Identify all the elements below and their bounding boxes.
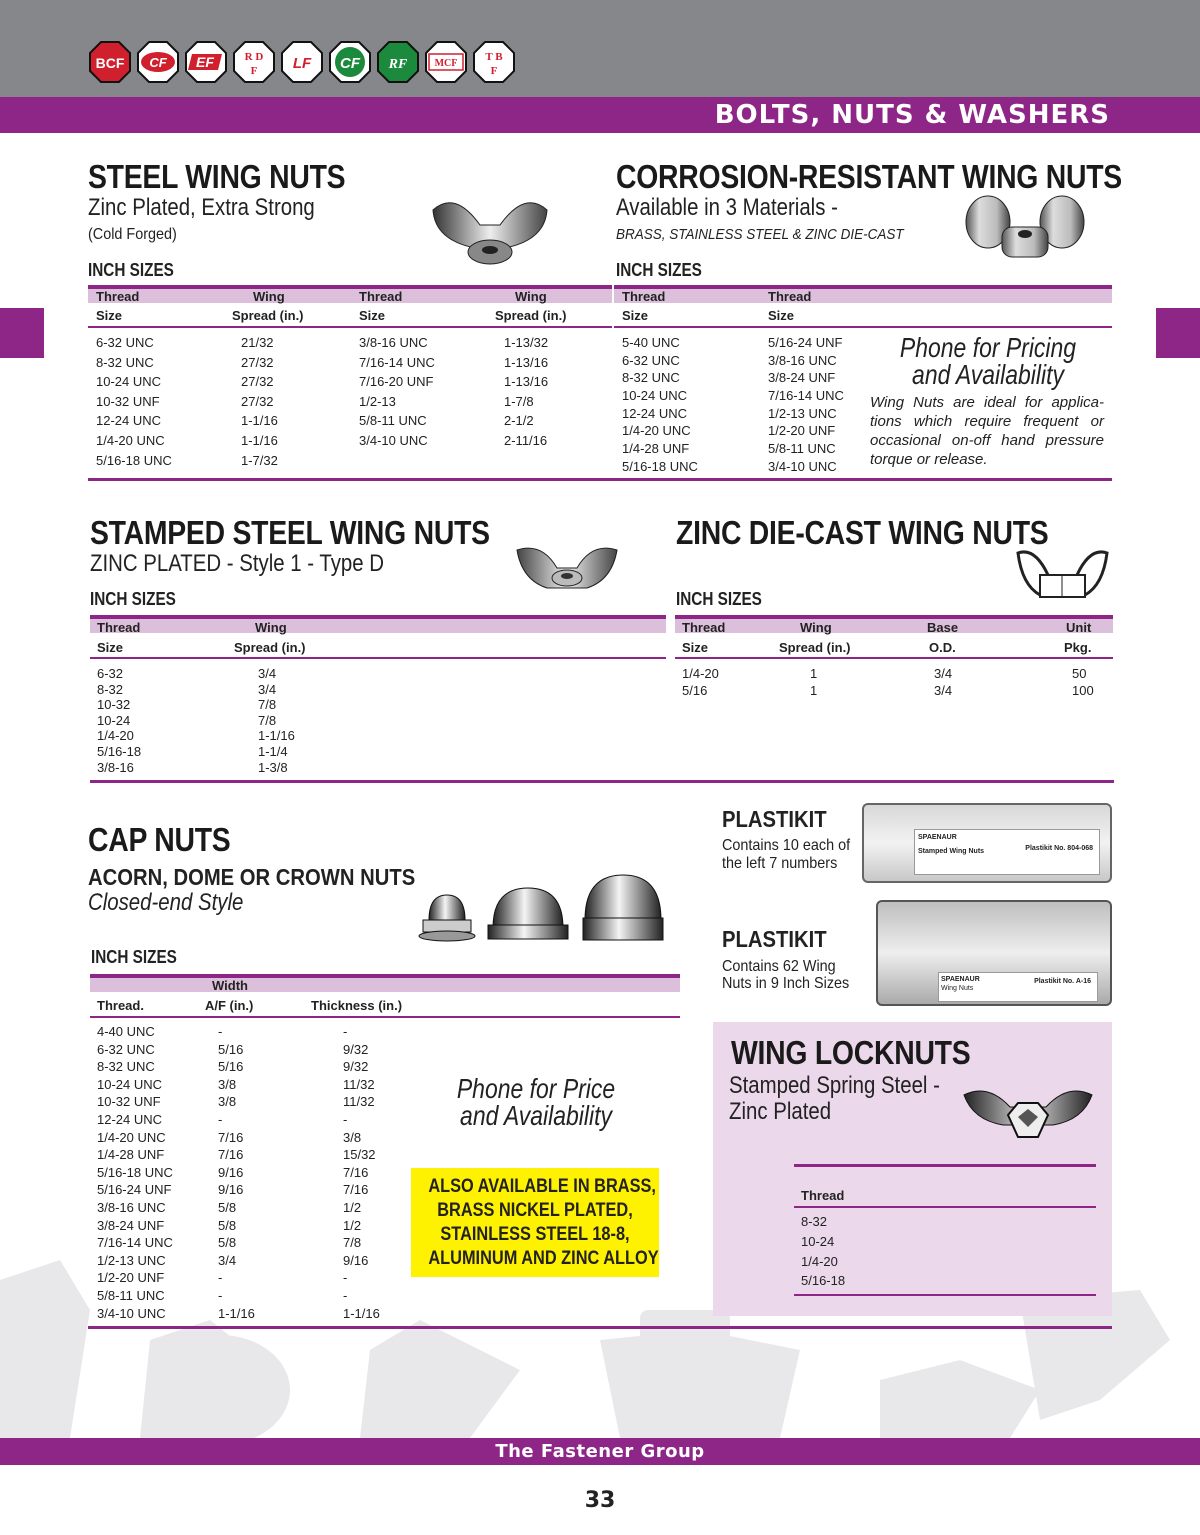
table-cell: 10-32 UNF <box>96 393 160 409</box>
table-cell: 12-24 UNC <box>97 1111 163 1127</box>
table-cell: 7/16 <box>218 1129 244 1145</box>
table-cell: 1-7/8 <box>504 393 534 409</box>
section-divider-2 <box>90 780 1114 783</box>
also-available-line: STAINLESS STEEL 18-8, <box>440 1224 630 1245</box>
table-cell: 27/32 <box>241 354 274 370</box>
table-cell: 5/16 <box>218 1059 244 1075</box>
table-cell: 3/4 <box>934 683 953 698</box>
locknut-table-header <box>794 1164 1096 1186</box>
wing-locknuts-line2: Zinc Plated <box>729 1098 832 1125</box>
table-cell: 6-32 UNC <box>96 335 154 350</box>
table-cell: 5/16 <box>218 1041 244 1057</box>
stamped-inch-sizes-label: INCH SIZES <box>90 589 176 609</box>
table-cell: 2-11/16 <box>504 432 548 448</box>
box-brand: SPAENAUR <box>941 976 980 983</box>
table-cell: 1/4-20 <box>97 728 134 744</box>
corrosion-col2 <box>768 335 844 477</box>
table-cell: 3/4-10 UNC <box>97 1305 166 1321</box>
table-cell: 3/8 <box>218 1076 237 1092</box>
table-cell: 7/8 <box>343 1235 362 1251</box>
also-available-line: ALSO AVAILABLE IN BRASS, <box>428 1176 656 1197</box>
table-cell: 7/16-14 UNC <box>768 388 844 404</box>
cap-nuts-title: CAP NUTS <box>88 821 231 858</box>
zinc-th-unit: Unit <box>1066 620 1092 635</box>
stamped-wing-nut-image-icon <box>512 540 622 600</box>
table-cell: 1/2 <box>343 1217 362 1233</box>
zinc-inch-sizes-label: INCH SIZES <box>676 589 762 609</box>
box-kit-number: Plastikit No. 804-068 <box>1025 845 1093 852</box>
table-cell: 5/16-18 UNC <box>622 458 698 474</box>
table-cell: 7/16-14 UNC <box>97 1235 173 1251</box>
cap-phone-block <box>420 1075 652 1129</box>
lf-logo-icon <box>280 40 324 84</box>
table-cell: 12-24 UNC <box>96 413 162 429</box>
mcf-logo-icon <box>424 40 468 84</box>
steel-col2-spread <box>504 335 548 453</box>
table-cell: 3/4 <box>258 681 277 697</box>
table-cell: 12-24 UNC <box>622 405 688 421</box>
stamped-subtitle: ZINC PLATED - Style 1 - Type D <box>90 550 384 577</box>
cap-th-thickness: Thickness (in.) <box>311 998 403 1013</box>
table-cell: 1-1/16 <box>241 432 278 448</box>
table-cell: 1/4-20 UNC <box>96 432 165 448</box>
plastikit2-line2: Nuts in 9 Inch Sizes <box>722 975 850 992</box>
table-cell: 3/8-16 UNC <box>768 352 837 368</box>
corrosion-inch-sizes-label: INCH SIZES <box>616 260 702 280</box>
stamped-header-divider <box>90 657 666 659</box>
cap-col-thickness <box>343 1024 380 1323</box>
cap-th-af: A/F (in.) <box>205 998 254 1013</box>
table-cell: 3/4-10 UNC <box>359 432 428 448</box>
table-cell: 9/16 <box>218 1182 244 1198</box>
table-cell: - <box>218 1111 223 1127</box>
zinc-th-thread: Thread <box>682 620 726 635</box>
box-product: Stamped Wing Nuts <box>918 848 985 855</box>
table-cell: 7/8 <box>258 712 277 728</box>
table-cell: 3/8-16 UNC <box>359 335 428 350</box>
table-cell: 100 <box>1072 683 1094 698</box>
table-cell: 7/16 <box>343 1182 369 1198</box>
stamped-col-thread <box>97 666 141 775</box>
steel-wing-nuts-title: STEEL WING NUTS <box>88 158 346 195</box>
svg-text:MCF: MCF <box>434 58 458 69</box>
table-cell: 7/16 <box>218 1147 244 1163</box>
steel-th-thread-2: Thread <box>359 289 403 304</box>
section-divider-1 <box>88 478 1112 481</box>
table-cell: - <box>218 1287 223 1303</box>
table-cell: 27/32 <box>241 393 274 409</box>
table-cell: 3/8 <box>343 1129 362 1145</box>
zinc-th-size: Size <box>682 640 709 655</box>
cap-th-width: Width <box>212 978 248 993</box>
plastikit2-box-image <box>876 900 1112 1006</box>
svg-text:F: F <box>490 65 498 77</box>
table-cell: 3/4 <box>258 666 277 681</box>
table-cell: 5/8 <box>218 1217 237 1233</box>
table-cell: 3/4 <box>934 666 953 681</box>
table-cell: 1/2-13 UNC <box>768 405 837 421</box>
table-cell: 6-32 UNC <box>97 1041 155 1057</box>
table-cell: 8-32 UNC <box>96 354 154 370</box>
section-divider-3 <box>88 1326 1112 1329</box>
cap-header-divider <box>90 1016 680 1018</box>
table-cell: 7/16-14 UNC <box>359 354 435 370</box>
table-cell: 7/8 <box>258 697 277 713</box>
table-cell: 1/2-13 UNC <box>97 1252 166 1268</box>
steel-col2-thread <box>359 335 435 453</box>
plastikit2-line1: Contains 62 Wing <box>722 958 836 975</box>
stamped-th-wing: Wing <box>255 620 287 635</box>
svg-text:RF: RF <box>388 57 408 72</box>
svg-text:F: F <box>250 65 258 77</box>
table-cell: 5/16-24 UNF <box>768 335 843 350</box>
page-number: 33 <box>584 1488 616 1513</box>
phone-price-line2: and Availability <box>460 1100 612 1131</box>
zinc-th-od: O.D. <box>929 640 956 655</box>
table-cell: - <box>343 1287 348 1303</box>
table-cell: 10-32 UNF <box>97 1094 161 1110</box>
zinc-th-spread: Spread (in.) <box>779 640 851 655</box>
svg-text:LF: LF <box>292 55 312 72</box>
rf-logo-icon <box>376 40 420 84</box>
table-cell: 6-32 <box>97 666 124 681</box>
zinc-th-base: Base <box>927 620 959 635</box>
table-cell: - <box>343 1270 348 1286</box>
table-cell: 1/2-13 <box>359 393 396 409</box>
stamped-col-spread <box>258 666 295 775</box>
plastikit2-box-label <box>938 972 1098 1002</box>
table-cell: 2-1/2 <box>504 413 534 429</box>
table-cell: 1-1/4 <box>258 743 288 759</box>
corrosion-th-size-2: Size <box>768 308 795 323</box>
table-cell: 8-32 UNC <box>97 1059 155 1075</box>
table-cell: 9/16 <box>343 1252 369 1268</box>
table-cell: 1/4-28 UNF <box>622 441 690 457</box>
stamped-th-thread: Thread <box>97 620 141 635</box>
table-cell: 1-13/16 <box>504 354 549 370</box>
plastikit1-line2: the left 7 numbers <box>722 855 838 872</box>
svg-text:CF: CF <box>340 55 360 72</box>
svg-text:EF: EF <box>196 54 214 70</box>
table-cell: 1/4-20 <box>682 666 719 681</box>
stamped-table-header <box>90 615 666 633</box>
table-cell: 1-7/32 <box>241 452 278 468</box>
steel-th-thread-1: Thread <box>96 289 140 304</box>
steel-th-spread-1: Spread (in.) <box>232 308 304 323</box>
table-cell: 8-32 <box>801 1214 828 1229</box>
table-cell: 8-32 UNC <box>622 370 680 386</box>
steel-wing-nuts-subtitle: Zinc Plated, Extra Strong <box>88 194 315 221</box>
table-cell: - <box>343 1111 348 1127</box>
tbf-logo-icon <box>472 40 516 84</box>
table-cell: - <box>218 1024 223 1039</box>
locknut-bottom-divider <box>794 1294 1096 1296</box>
table-cell: 8-32 <box>97 681 124 697</box>
table-cell: 1 <box>810 666 818 681</box>
corrosion-th-thread-1: Thread <box>622 289 666 304</box>
svg-text:CF: CF <box>149 55 167 70</box>
table-cell: 3/4 <box>218 1252 237 1268</box>
corrosion-header-divider <box>614 326 1112 328</box>
cap-nuts-subtitle: ACORN, DOME OR CROWN NUTS <box>88 864 416 890</box>
table-cell: 10-24 UNC <box>96 374 162 390</box>
table-cell: 27/32 <box>241 374 274 390</box>
table-cell: 11/32 <box>343 1076 375 1092</box>
corrosion-materials: BRASS, STAINLESS STEEL & ZINC DIE-CAST <box>616 226 904 243</box>
zinc-die-cast-title: ZINC DIE-CAST WING NUTS <box>676 514 1049 551</box>
table-cell: 5/8-11 UNC <box>359 413 427 429</box>
table-cell: 5/8-11 UNC <box>768 441 836 457</box>
table-cell: 1 <box>810 683 818 698</box>
zinc-th-pkg: Pkg. <box>1064 640 1092 655</box>
corrosion-phone-block <box>870 334 1106 388</box>
cap-nuts-image-icon <box>415 870 665 945</box>
table-cell: 9/16 <box>218 1164 244 1180</box>
steel-th-size-1: Size <box>96 308 123 323</box>
phone-pricing-line2: and Availability <box>912 359 1064 390</box>
steel-wing-nuts-note: (Cold Forged) <box>88 226 177 243</box>
steel-th-wing-1: Wing <box>253 289 285 304</box>
table-cell: 50 <box>1072 666 1087 681</box>
cap-col-af <box>218 1024 255 1323</box>
cf-green-logo-icon <box>328 40 372 84</box>
cf-logo-icon <box>136 40 180 84</box>
table-cell: 1-1/16 <box>258 728 295 744</box>
also-available-line: ALUMINUM AND ZINC ALLOY <box>428 1248 659 1269</box>
rdf-logo-icon <box>232 40 276 84</box>
cap-col-thread <box>97 1024 173 1323</box>
svg-text:BCF: BCF <box>95 55 125 71</box>
locknut-col-thread <box>801 1214 845 1293</box>
table-cell: 10-24 UNC <box>97 1076 163 1092</box>
wing-nuts-description: Wing Nuts are ideal for applica-tions which require frequent or occasional on-off hand pressure torque or release. <box>870 394 1104 468</box>
table-cell: 5/16-18 <box>801 1273 846 1289</box>
table-cell: 3/4-10 UNC <box>768 458 837 474</box>
box-kit-number: Plastikit No. A-16 <box>1034 978 1091 985</box>
table-cell: 5/16-24 UNF <box>97 1182 172 1198</box>
stamped-th-size: Size <box>97 640 124 655</box>
table-cell: 5/8 <box>218 1199 237 1215</box>
wing-locknuts-title: WING LOCKNUTS <box>731 1034 971 1071</box>
table-cell: 10-24 UNC <box>622 388 688 404</box>
plastikit1-line1: Contains 10 each of <box>722 837 851 854</box>
right-page-tab <box>1156 308 1200 358</box>
table-cell: 7/16 <box>343 1164 369 1180</box>
table-cell: 5/8-11 UNC <box>97 1287 165 1303</box>
wing-locknuts-line1: Stamped Spring Steel - <box>729 1072 940 1099</box>
steel-inch-sizes-label: INCH SIZES <box>88 260 174 280</box>
left-page-tab <box>0 308 44 358</box>
zinc-table-header <box>675 615 1113 633</box>
table-cell: 6-32 UNC <box>622 352 680 368</box>
table-cell: 9/32 <box>343 1059 369 1075</box>
table-cell: 3/8-16 <box>97 759 134 775</box>
steel-col1-spread <box>241 335 278 472</box>
corrosion-th-thread-2: Thread <box>768 289 812 304</box>
table-cell: 11/32 <box>343 1094 375 1110</box>
corrosion-subtitle: Available in 3 Materials - <box>616 194 838 221</box>
also-available-callout <box>411 1168 659 1277</box>
table-cell: 3/8-24 UNF <box>97 1217 165 1233</box>
table-cell: 1/4-20 UNC <box>97 1129 166 1145</box>
table-cell: 1/2-20 UNF <box>768 423 836 439</box>
table-cell: 3/8-16 UNC <box>97 1199 166 1215</box>
zinc-die-cast-wing-nut-icon <box>1010 545 1115 605</box>
table-cell: 5/16-18 UNC <box>96 452 172 468</box>
stamped-wing-nuts-title: STAMPED STEEL WING NUTS <box>90 514 490 551</box>
plastikit1-title: PLASTIKIT <box>722 806 827 832</box>
table-cell: 1/4-28 UNF <box>97 1147 165 1163</box>
table-cell: 3/8 <box>218 1094 237 1110</box>
box-brand: SPAENAUR <box>918 834 957 841</box>
cap-th-thread: Thread. <box>97 998 144 1013</box>
table-cell: 1/2-20 UNF <box>97 1270 165 1286</box>
corrosion-col1 <box>622 335 698 477</box>
table-cell: 1-1/16 <box>343 1305 380 1321</box>
table-cell: 1-1/16 <box>241 413 278 429</box>
table-cell: 10-24 <box>97 712 131 728</box>
brand-logo-row <box>88 40 516 84</box>
table-cell: 9/32 <box>343 1041 369 1057</box>
table-cell: 1-3/8 <box>258 759 288 775</box>
table-cell: 5/16-18 <box>97 743 142 759</box>
zinc-th-wing: Wing <box>800 620 832 635</box>
table-cell: 1/4-20 <box>801 1253 838 1269</box>
table-cell: 3/8-24 UNF <box>768 370 836 386</box>
table-cell: 5/8 <box>218 1235 237 1251</box>
cap-table-header <box>90 974 680 992</box>
footer-company: The Fastener Group <box>0 1438 1200 1465</box>
box-product: Wing Nuts <box>941 985 974 992</box>
stamped-th-spread: Spread (in.) <box>234 640 306 655</box>
plastikit1-box-image <box>862 803 1112 883</box>
table-cell: - <box>218 1270 223 1286</box>
phone-pricing-line1: Phone for Pricing <box>899 332 1077 363</box>
table-cell: - <box>343 1024 348 1039</box>
steel-th-size-2: Size <box>359 308 386 323</box>
steel-th-wing-2: Wing <box>515 289 547 304</box>
steel-col1-thread <box>96 335 172 472</box>
table-cell: 1/2 <box>343 1199 362 1215</box>
steel-th-spread-2: Spread (in.) <box>495 308 567 323</box>
zinc-header-divider <box>675 657 1113 659</box>
phone-price-line1: Phone for Price <box>456 1073 616 1104</box>
corrosion-table-header <box>614 285 1112 303</box>
corrosion-wing-nuts-title: CORROSION-RESISTANT WING NUTS <box>616 158 1122 195</box>
table-cell: 5/16-18 UNC <box>97 1164 173 1180</box>
svg-text:T B: T B <box>485 51 503 63</box>
table-cell: 10-24 <box>801 1233 835 1249</box>
table-cell: 1/4-20 UNC <box>622 423 691 439</box>
steel-header-divider <box>88 326 612 328</box>
table-cell: 5-40 UNC <box>622 335 680 350</box>
locknut-th-thread: Thread <box>801 1188 845 1203</box>
table-cell: 4-40 UNC <box>97 1024 155 1039</box>
svg-text:R D: R D <box>244 51 264 63</box>
table-cell: 1-1/16 <box>218 1305 255 1321</box>
ef-logo-icon <box>184 40 228 84</box>
corrosion-th-size-1: Size <box>622 308 649 323</box>
table-cell: 10-32 <box>97 697 131 713</box>
plastikit1-box-label <box>914 829 1100 875</box>
table-cell: 5/16 <box>682 683 708 698</box>
wing-nut-image-icon <box>425 190 555 270</box>
wing-locknut-image-icon <box>958 1075 1098 1155</box>
bcf-logo-icon <box>88 40 132 84</box>
section-title: BOLTS, NUTS & WASHERS <box>714 100 1110 130</box>
table-cell: 1-13/32 <box>504 335 549 350</box>
also-available-line: BRASS NICKEL PLATED, <box>437 1200 633 1221</box>
cap-inch-sizes-label: INCH SIZES <box>91 947 177 967</box>
table-cell: 7/16-20 UNF <box>359 374 434 390</box>
cap-nuts-style: Closed-end Style <box>88 889 244 916</box>
corrosion-wing-nut-image-icon <box>960 192 1090 272</box>
plastikit2-title: PLASTIKIT <box>722 926 827 952</box>
locknut-header-divider <box>794 1206 1096 1208</box>
table-cell: 21/32 <box>241 335 274 350</box>
table-cell: 1-13/16 <box>504 374 549 390</box>
table-cell: 15/32 <box>343 1147 376 1163</box>
